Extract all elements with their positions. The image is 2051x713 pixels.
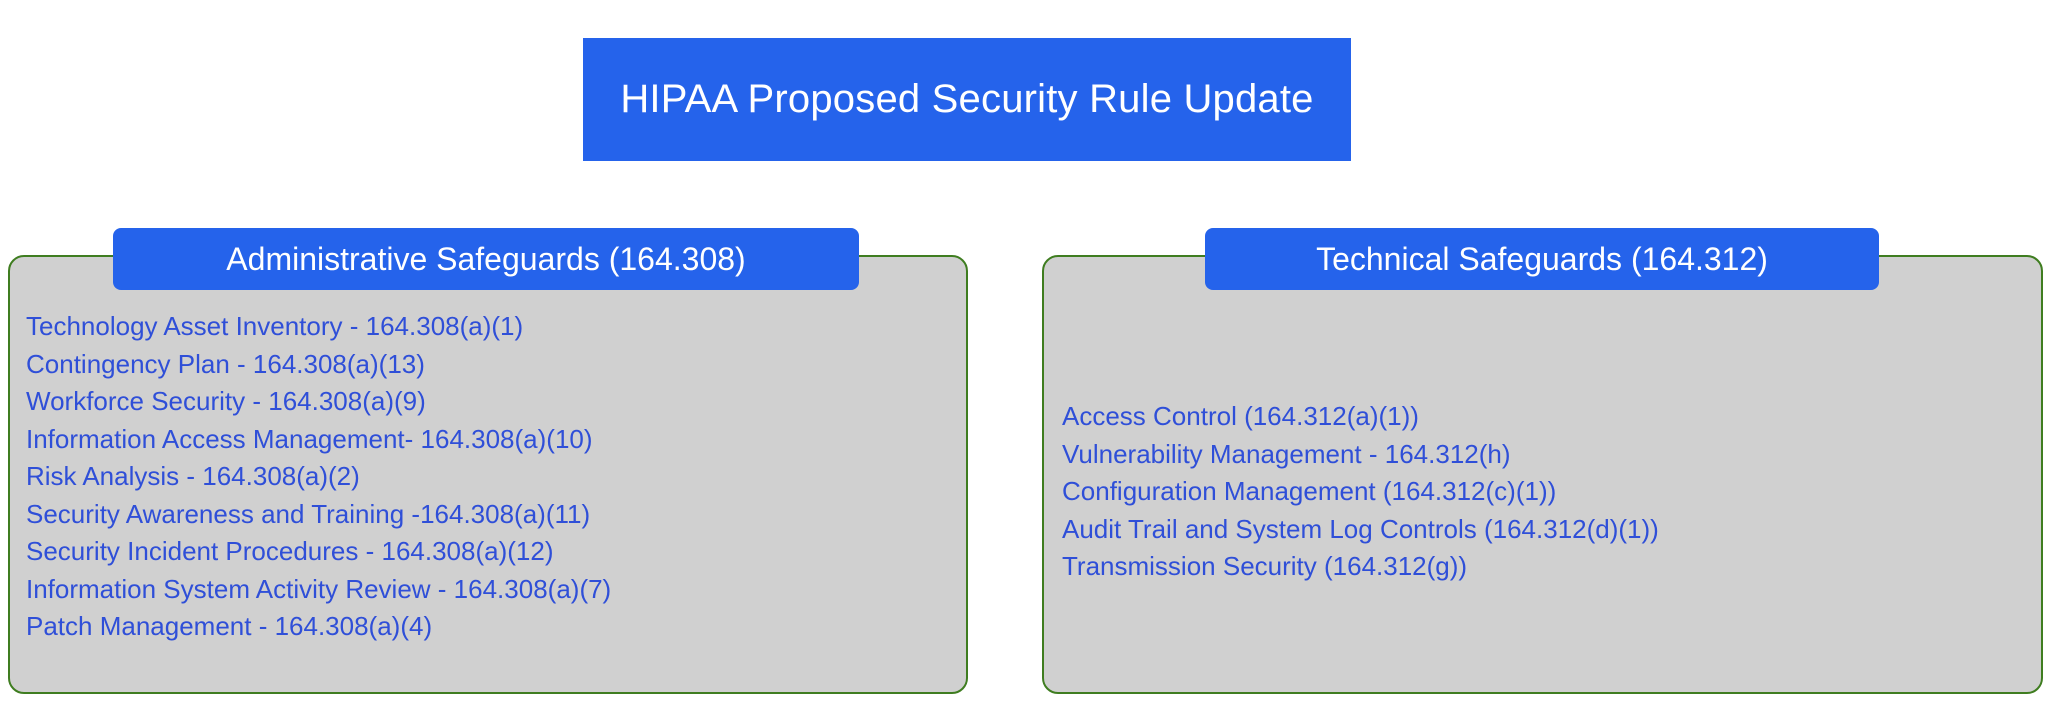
list-item: Workforce Security - 164.308(a)(9) (26, 386, 426, 416)
list-item: Vulnerability Management - 164.312(h) (1062, 438, 1511, 469)
list-item: Patch Management - 164.308(a)(4) (26, 611, 433, 641)
administrative-safeguards-list (26, 308, 936, 646)
list-item: Contingency Plan - 164.308(a)(13) (26, 348, 425, 379)
technical-safeguards-header: Technical Safeguards (164.312) (1205, 228, 1879, 290)
list-item: Risk Analysis - 164.308(a)(2) (26, 461, 360, 491)
list-item: Technology Asset Inventory - 164.308(a)(1) (26, 311, 524, 341)
list-item: Audit Trail and System Log Controls (164.312(d)(1)) (1062, 513, 1659, 544)
technical-safeguards-list (1062, 398, 2012, 586)
list-item: Information System Activity Review - 164.308(a)(7) (26, 573, 612, 604)
list-item: Access Control (164.312(a)(1)) (1062, 401, 1419, 431)
list-item: Configuration Management (164.312(c)(1)) (1062, 476, 1557, 506)
list-item: Information Access Management- 164.308(a)(10) (26, 423, 593, 454)
page-title: HIPAA Proposed Security Rule Update (583, 38, 1351, 161)
list-item: Transmission Security (164.312(g)) (1062, 551, 1468, 581)
administrative-safeguards-header: Administrative Safeguards (164.308) (113, 228, 859, 290)
list-item: Security Awareness and Training -164.308(a)(11) (26, 498, 591, 529)
list-item: Security Incident Procedures - 164.308(a)(12) (26, 536, 554, 566)
